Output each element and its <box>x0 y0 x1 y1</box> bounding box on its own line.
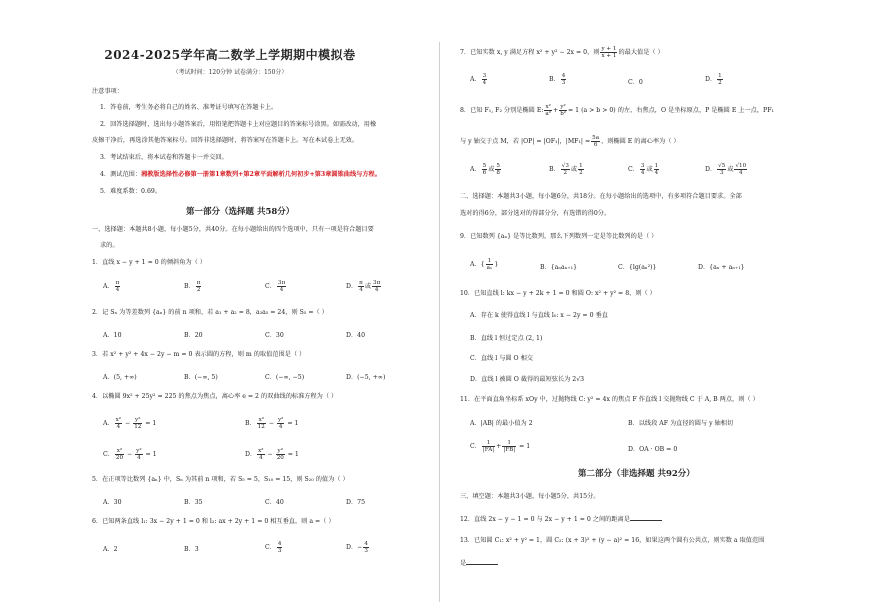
text-fragment: A． <box>470 76 481 83</box>
fraction <box>257 417 266 430</box>
text-fragment: 3 <box>364 548 368 554</box>
q9-option-b[interactable]: B．{aₙaₙ₊₁} <box>540 264 578 271</box>
note-4 <box>100 171 381 179</box>
text-fragment: + <box>553 107 559 114</box>
text-fragment: π <box>196 280 201 286</box>
text-fragment: π <box>115 280 120 286</box>
q4-option-b[interactable]: B． $\frac{\text{x²}}{12}$ − $\frac{\text{y²}}{4}$ = 1 <box>245 417 299 430</box>
q1-option-c[interactable] <box>265 280 287 293</box>
q5-option-b[interactable]: B．35 <box>184 499 203 506</box>
q5-stem: 5．在正项等比数列 {aₙ} 中，Sₙ 为其前 n 项和，若 S₅ = 5，S₁₀ = 15，则 S₂₀ 的值为（ ） <box>92 476 349 483</box>
fraction <box>277 280 286 293</box>
fraction <box>600 46 617 59</box>
text-fragment: 4 <box>739 170 743 176</box>
fraction <box>561 163 570 176</box>
text-fragment: b² <box>560 111 567 117</box>
text-fragment: C． <box>103 451 114 458</box>
text-fragment: = 1 <box>145 420 157 427</box>
note-4-prefix: 4．测试范围： <box>100 171 142 178</box>
part2-intro: 三、填空题：本题共3小题，每小题5分，共15分。 <box>460 493 600 500</box>
text-fragment: + <box>496 443 502 450</box>
q13-answer-blank[interactable] <box>466 558 498 565</box>
text-fragment: √10 <box>735 163 747 169</box>
fraction <box>277 417 284 430</box>
q10-option-b[interactable]: B．直线 l 恒过定点 (2, 1) <box>470 335 543 342</box>
text-fragment: y² <box>560 104 566 110</box>
text-fragment: x² <box>258 417 265 423</box>
q6-option-b[interactable]: B．3 <box>184 546 199 553</box>
note-2b: 皮擦干净后，再选涂其他答案标号。回答非选择题时，将答案写在答题卡上。写在本试卷上无效。 <box>92 137 359 144</box>
q8-stem-a <box>460 104 774 117</box>
text-fragment: 2 <box>579 170 583 176</box>
q3-stem: 3．若 x² + y² + 4x − 2y − m = 0 表示圆的方程，则 m 的取值范围是（ ） <box>92 351 306 358</box>
text-fragment: B． <box>184 283 195 290</box>
fraction <box>544 104 552 117</box>
text-fragment: 是 <box>460 560 467 567</box>
text-fragment: 8 <box>496 170 500 176</box>
q6-option-a[interactable]: A．2 <box>103 546 118 553</box>
text-fragment: aₙ <box>486 265 493 271</box>
fraction <box>578 163 584 176</box>
text-fragment: 3 <box>719 170 724 176</box>
text-fragment: 或 <box>727 166 734 173</box>
q3-option-c[interactable]: C．(−∞, −5) <box>265 374 305 381</box>
fraction <box>363 541 369 554</box>
part1-intro-a: 一、选择题：本题共8小题，每小题5分，共40分。在每小题给出的四个选项中，只有一项是符合题目要 <box>92 226 374 233</box>
q4-stem: 4．以椭圆 9x² + 25y² = 225 的焦点为焦点，离心率 e = 2 的双曲线的标准方程为（ ） <box>92 393 338 400</box>
text-fragment: = 1 <box>519 443 531 450</box>
text-fragment: B． <box>549 166 560 173</box>
text-fragment: 1 <box>718 73 722 79</box>
part1-title: 第一部分（选择题 共58分） <box>186 207 295 217</box>
fraction <box>133 417 142 430</box>
text-fragment: π <box>359 280 363 286</box>
text-fragment: A． <box>103 420 114 427</box>
text-fragment: 2 <box>563 170 568 176</box>
text-fragment: 4 <box>277 541 282 547</box>
fraction <box>257 448 264 461</box>
text-fragment: D． <box>346 283 358 290</box>
text-fragment: = 1 <box>145 451 157 458</box>
text-fragment: 与 y 轴交于点 M，若 |OP| = |OF₁|，|MF₁| = <box>460 138 591 145</box>
text-fragment: D． <box>705 166 717 173</box>
text-fragment: 3 <box>277 548 282 554</box>
q8-option-a[interactable] <box>470 163 502 176</box>
q13-stem-b <box>460 558 498 568</box>
text-fragment: 7．已知实数 x, y 满足方程 x² + y² − 2x = 0，则 <box>460 49 600 56</box>
text-fragment: C． <box>628 166 639 173</box>
q2-option-c[interactable]: C．30 <box>265 332 284 339</box>
q6-option-c[interactable] <box>265 541 283 554</box>
q11-option-b[interactable]: B．以线段 AF 为直径的圆与 y 轴相切 <box>628 420 734 427</box>
text-fragment: 4 <box>278 424 283 430</box>
fraction <box>640 163 646 176</box>
q5-option-a[interactable]: A．30 <box>103 499 122 506</box>
text-fragment: 的最大值是（ ） <box>618 49 664 56</box>
text-fragment: 4 <box>374 287 379 293</box>
part1b-intro-b: 选对的得6分，部分选对的得部分分，有选错的得0分。 <box>460 210 611 217</box>
text-fragment: 12．直线 2x − y − 1 = 0 与 2x − y + 1 = 0 之间的距离是 <box>460 516 630 523</box>
text-fragment: 3 <box>640 163 645 169</box>
q2-option-a[interactable]: A．10 <box>103 332 122 339</box>
fraction <box>495 163 501 176</box>
text-fragment: A． <box>470 166 481 173</box>
text-fragment: 5a <box>592 135 600 141</box>
q3-option-b[interactable]: B．(−∞, 5) <box>184 374 218 381</box>
text-fragment: 5 <box>482 163 487 169</box>
text-fragment: y² <box>278 417 284 423</box>
text-fragment: 4 <box>116 424 121 430</box>
text-fragment: 12 <box>134 424 142 430</box>
text-fragment: 3 <box>482 73 487 79</box>
q7-option-d[interactable] <box>705 73 724 86</box>
text-fragment: 2 <box>718 80 722 86</box>
q7-option-a[interactable] <box>470 73 488 86</box>
q4-option-c[interactable]: C． $\frac{\text{x²}}{20}$ − $\frac{\text{y²}}{4}$ = 1 <box>103 448 157 461</box>
text-fragment: |FA| <box>482 447 495 453</box>
text-fragment: D． <box>705 76 717 83</box>
text-fragment: = 1 (a > b > 0) 的左、右焦点，O 是坐标原点，P 是椭圆 E 上一点，PF₁ <box>568 107 774 114</box>
q2-option-d[interactable]: D．40 <box>346 332 366 339</box>
page-title: 2024-2025学年高二数学上学期期中模拟卷 <box>104 48 356 62</box>
fraction <box>115 448 124 461</box>
part1b-intro-a: 二、选择题：本题共3小题，每小题6分，共18分。在每小题给出的选项中，有多项符合题目要求。全部 <box>460 193 742 200</box>
q9-option-d[interactable]: D．{aₙ + aₙ₊₁} <box>698 264 745 271</box>
text-fragment: y² <box>136 448 142 454</box>
fraction <box>482 73 488 86</box>
text-fragment: 5 <box>496 163 500 169</box>
text-fragment: x² <box>545 104 551 110</box>
text-fragment: 3 <box>561 80 566 86</box>
text-fragment: 1 <box>486 258 494 265</box>
text-fragment: x² <box>115 417 122 423</box>
text-fragment: 或 <box>488 166 495 173</box>
q10-option-d[interactable]: D．直线 l 被圆 O 截得的最短弦长为 2√3 <box>470 376 585 383</box>
text-fragment: 2 <box>196 287 201 293</box>
page-subtitle: （考试时间：120分钟 试卷满分：150分） <box>172 69 288 76</box>
q5-option-c[interactable]: C．40 <box>265 499 284 506</box>
text-fragment: y² <box>277 448 283 454</box>
part1-intro-b: 求的。 <box>100 242 119 249</box>
text-fragment: a² <box>545 111 551 117</box>
q4-option-a[interactable]: A． $\frac{\text{x²}}{4}$ − $\frac{\text{y²}}{12}$ = 1 <box>103 417 157 430</box>
fraction <box>115 280 121 293</box>
q1-option-b[interactable] <box>184 280 202 293</box>
text-fragment: 12 <box>257 424 265 430</box>
q2-option-b[interactable]: B．20 <box>184 332 203 339</box>
text-fragment: 4 <box>364 541 368 547</box>
text-fragment: 3π <box>277 280 286 286</box>
text-fragment: x² <box>258 448 264 454</box>
fraction <box>717 163 726 176</box>
text-fragment: 或 <box>646 166 653 173</box>
q1-stem: 1．直线 x − y + 1 = 0 的倾斜角为（ ） <box>92 259 206 266</box>
q11-option-d[interactable]: D．OA · OB = 0 <box>628 446 678 453</box>
text-fragment: 4 <box>561 73 566 79</box>
text-fragment: 或 <box>570 166 578 173</box>
fraction <box>196 280 202 293</box>
text-fragment: D． <box>245 451 257 458</box>
text-fragment: 4 <box>115 287 120 293</box>
text-fragment: 4 <box>279 287 284 293</box>
q9-option-c[interactable]: C．{lg(aₙ²)} <box>618 264 657 271</box>
text-fragment: 6 <box>593 142 598 148</box>
q12-answer-blank[interactable] <box>630 514 662 521</box>
fraction <box>115 417 122 430</box>
text-fragment: 20 <box>115 455 124 461</box>
text-fragment: C． <box>470 443 481 450</box>
text-fragment: √5 <box>718 163 726 169</box>
text-fragment: A． <box>103 283 114 290</box>
text-fragment: 4 <box>137 455 141 461</box>
text-fragment: 3π <box>373 280 381 286</box>
text-fragment: 4 <box>259 455 263 461</box>
q8-stem-b <box>460 135 680 148</box>
q10-option-c[interactable]: C．直线 l 与圆 O 相交 <box>470 355 533 362</box>
text-fragment: y + 1 <box>601 46 617 52</box>
text-fragment: 1 <box>482 440 495 447</box>
text-fragment: 8．已知 F₁, F₂ 分别是椭圆 E: <box>460 107 544 114</box>
text-fragment: x + 1 <box>601 53 617 59</box>
fraction <box>276 448 285 461</box>
q11-option-c[interactable] <box>470 440 530 453</box>
fraction <box>717 73 723 86</box>
text-fragment: C． <box>265 544 276 551</box>
fraction <box>277 541 283 554</box>
q7-stem <box>460 46 664 59</box>
q3-option-d[interactable]: D．(−5, +∞) <box>346 374 386 381</box>
q8-option-c[interactable] <box>628 163 660 176</box>
text-fragment: 4 <box>482 80 487 86</box>
q1-option-a[interactable] <box>103 280 121 293</box>
fraction <box>482 163 488 176</box>
q9-stem: 9．已知数列 {aₙ} 是等比数列，那么下列数列一定是等比数列的是（ ） <box>460 233 658 240</box>
column-divider <box>439 42 440 602</box>
fraction <box>654 163 660 176</box>
q3-option-a[interactable]: A．(5, +∞) <box>103 374 137 381</box>
fraction <box>482 440 495 453</box>
text-fragment: |FB| <box>503 447 516 453</box>
q13-stem-a: 13．已知圆 C₁: x² + y² = 1，圆 C₂: (x + 3)² + (y − a)² = 16，如果这两个圆有公共点，则实数 a 取值范围 <box>460 537 765 544</box>
q7-option-b[interactable] <box>549 73 567 86</box>
note-2a: 2．回答选择题时，选出每小题答案后，用铅笔把答题卡上对应题目的答案标号涂黑。如需改动，用橡 <box>100 121 377 128</box>
note-3: 3．考试结束后，将本试卷和答题卡一并交回。 <box>100 154 228 161</box>
text-fragment: ，则椭圆 E 的离心率为（ ） <box>601 138 680 145</box>
text-fragment: D．− <box>346 544 363 551</box>
q4-option-d[interactable]: D． $\frac{\text{x²}}{4}$ − $\frac{\text{y²}}{20}$ = 1 <box>245 448 299 461</box>
fraction <box>734 163 747 176</box>
text-fragment: 4 <box>640 170 645 176</box>
part2-title: 第二部分（非选择题 共92分） <box>578 469 695 479</box>
fraction <box>486 258 494 271</box>
text-fragment: 20 <box>276 455 284 461</box>
q6-stem: 6．已知两条直线 l₁: 3x − 2y + 1 = 0 和 l₂: ax + 2y + 1 = 0 相互垂直，则 a =（ ） <box>92 518 335 525</box>
text-fragment: 1 <box>654 163 659 169</box>
q8-option-b[interactable] <box>549 163 585 176</box>
q10-stem: 10．已知直线 l: kx − y + 2k + 1 = 0 和圆 O: x² + y² = 8，则（ ） <box>460 290 656 297</box>
q5-option-d[interactable]: D．75 <box>346 499 366 506</box>
q7-option-c[interactable]: C．0 <box>628 79 643 86</box>
text-fragment: y² <box>135 417 141 423</box>
fraction <box>559 104 567 117</box>
q6-option-d[interactable] <box>346 541 370 554</box>
q11-stem: 11．在平面直角坐标系 xOy 中，过抛物线 C: y² = 4x 的焦点 F 作直线 l 交抛物线 C 于 A, B 两点，则（ ） <box>460 396 759 403</box>
text-fragment: B． <box>245 420 256 427</box>
q1-option-d[interactable] <box>346 280 382 293</box>
fraction <box>135 448 142 461</box>
text-fragment: = 1 <box>287 420 299 427</box>
fraction <box>372 280 381 293</box>
note-4-scope: 湘教版选择性必修第一册第1章数列+第2章平面解析几何初步+第3章圆锥曲线与方程。 <box>141 171 381 178</box>
text-fragment: 4 <box>654 170 659 176</box>
q8-option-d[interactable] <box>705 163 748 176</box>
fraction <box>561 73 567 86</box>
fraction <box>502 440 516 453</box>
text-fragment: = 1 <box>287 451 299 458</box>
fraction <box>591 135 600 148</box>
text-fragment: √3 <box>561 163 569 169</box>
text-fragment: C． <box>265 283 276 290</box>
q10-option-a[interactable]: A．存在 k 使得直线 l 与直线 l₀: x − 2y = 0 垂直 <box>470 312 608 319</box>
text-fragment: 1 <box>579 163 583 169</box>
note-5: 5．难度系数：0.69。 <box>100 188 162 195</box>
text-fragment: B． <box>549 76 560 83</box>
fraction <box>358 280 364 293</box>
text-fragment: 4 <box>359 287 363 293</box>
q2-stem: 2．记 Sₙ 为等差数列 {aₙ} 的前 n 项和，若 a₁ + a₂ = 8，a₃a₅ = 24，则 S₅ =（ ） <box>92 309 328 316</box>
q12-stem <box>460 514 662 524</box>
text-fragment: 1 <box>502 440 516 447</box>
text-fragment: A． <box>470 261 481 268</box>
text-fragment: x² <box>116 448 123 454</box>
q11-option-a[interactable]: A．|AB| 的最小值为 2 <box>470 420 533 427</box>
note-1: 1．答卷前，考生务必将自己的姓名、准考证号填写在答题卡上。 <box>100 104 278 111</box>
text-fragment: 或 <box>364 283 372 290</box>
q9-option-a[interactable]: A．{ $\frac{1}{\text{aₙ}}$ } <box>470 258 499 271</box>
notes-heading: 注意事项： <box>92 88 123 95</box>
text-fragment: 6 <box>482 170 487 176</box>
